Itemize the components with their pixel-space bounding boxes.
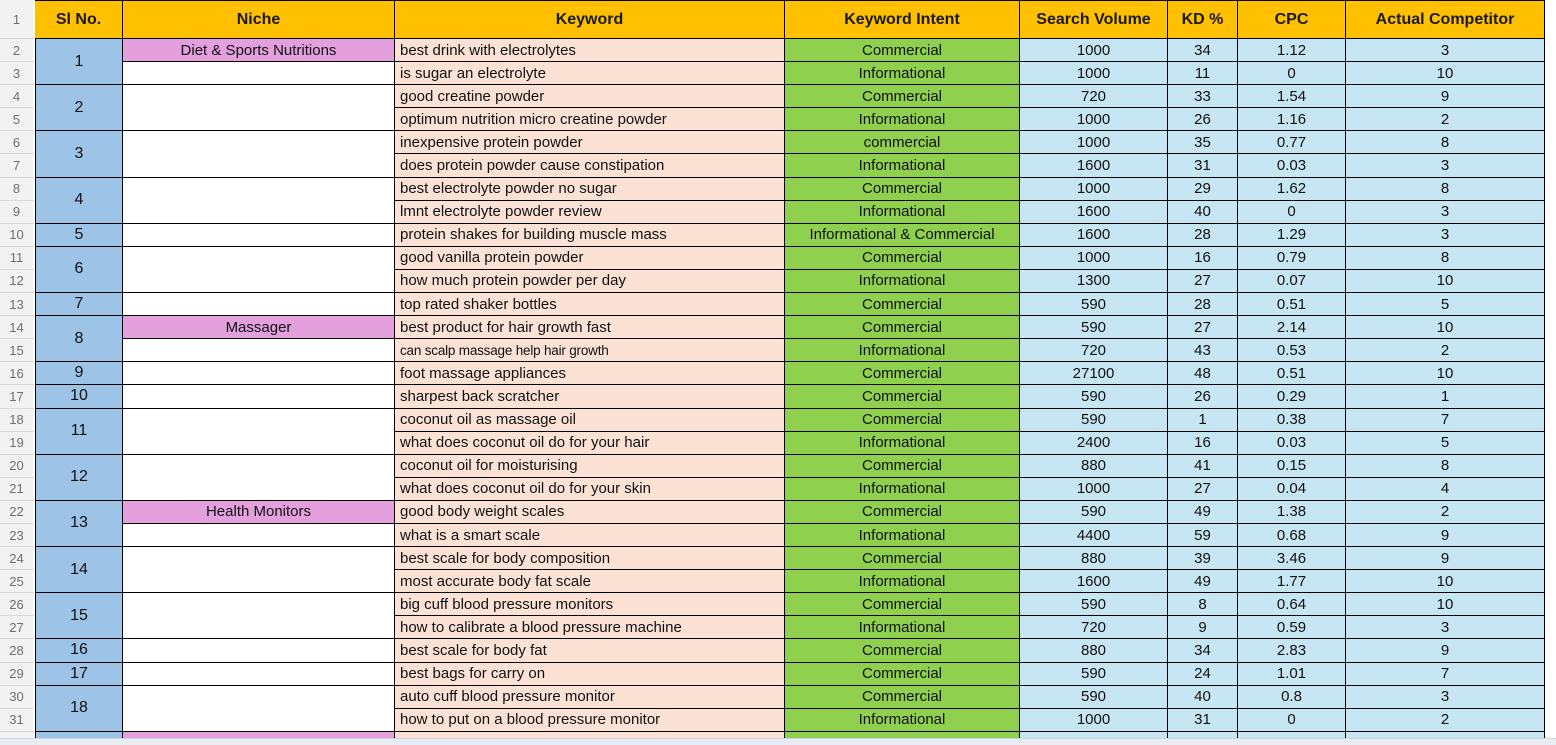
keyword-cell[interactable]: best scale for body fat	[395, 639, 785, 662]
sl-cell[interactable]: 11	[35, 409, 123, 455]
row-number[interactable]: 17	[0, 385, 35, 408]
competitor-cell[interactable]: 2	[1346, 339, 1545, 362]
cpc-cell[interactable]: 3.46	[1238, 547, 1346, 570]
competitor-cell[interactable]: 3	[1346, 154, 1545, 177]
keyword-cell[interactable]: good vanilla protein powder	[395, 247, 785, 270]
intent-cell[interactable]: Commercial	[785, 316, 1020, 339]
niche-cell[interactable]	[123, 686, 395, 732]
row-number[interactable]: 18	[0, 409, 35, 432]
competitor-cell[interactable]: 8	[1346, 455, 1545, 478]
row-number[interactable]: 5	[0, 108, 35, 131]
kd-cell[interactable]: 27	[1168, 270, 1238, 293]
sl-cell[interactable]: 18	[35, 686, 123, 732]
search-volume-cell[interactable]: 2400	[1020, 432, 1168, 455]
sl-cell[interactable]: 14	[35, 547, 123, 593]
cpc-cell[interactable]: 2.14	[1238, 316, 1346, 339]
keyword-cell[interactable]: is sugar an electrolyte	[395, 62, 785, 85]
keyword-cell[interactable]: best scale for body composition	[395, 547, 785, 570]
niche-cell[interactable]	[123, 524, 395, 547]
kd-cell[interactable]: 39	[1168, 547, 1238, 570]
kd-cell[interactable]: 26	[1168, 108, 1238, 131]
search-volume-cell[interactable]: 1000	[1020, 247, 1168, 270]
competitor-cell[interactable]: 10	[1346, 570, 1545, 593]
niche-cell[interactable]	[123, 639, 395, 662]
row-number[interactable]: 19	[0, 432, 35, 455]
search-volume-cell[interactable]: 1000	[1020, 178, 1168, 201]
search-volume-cell[interactable]: 590	[1020, 686, 1168, 709]
cpc-cell[interactable]: 0.64	[1238, 593, 1346, 616]
column-header-cpc[interactable]: CPC	[1238, 0, 1346, 39]
row-number[interactable]: 30	[0, 686, 35, 709]
search-volume-cell[interactable]: 1300	[1020, 270, 1168, 293]
kd-cell[interactable]: 16	[1168, 247, 1238, 270]
partial-row-cell	[35, 732, 123, 738]
cpc-cell[interactable]: 0.03	[1238, 432, 1346, 455]
kd-cell[interactable]: 27	[1168, 316, 1238, 339]
competitor-cell[interactable]: 10	[1346, 362, 1545, 385]
competitor-cell[interactable]: 9	[1346, 639, 1545, 662]
row-number[interactable]: 16	[0, 362, 35, 385]
cpc-cell[interactable]: 0.77	[1238, 131, 1346, 154]
kd-cell[interactable]: 26	[1168, 385, 1238, 408]
competitor-cell[interactable]: 2	[1346, 709, 1545, 732]
row-number[interactable]: 11	[0, 247, 35, 270]
competitor-cell[interactable]: 10	[1346, 270, 1545, 293]
cpc-cell[interactable]: 1.29	[1238, 224, 1346, 247]
keyword-cell[interactable]: how to put on a blood pressure monitor	[395, 709, 785, 732]
intent-cell[interactable]: Informational	[785, 339, 1020, 362]
keyword-cell[interactable]: protein shakes for building muscle mass	[395, 224, 785, 247]
competitor-cell[interactable]: 8	[1346, 178, 1545, 201]
kd-cell[interactable]: 34	[1168, 639, 1238, 662]
niche-cell[interactable]	[123, 224, 395, 247]
kd-cell[interactable]: 49	[1168, 501, 1238, 524]
kd-cell[interactable]: 41	[1168, 455, 1238, 478]
row-number[interactable]: 13	[0, 293, 35, 316]
intent-cell[interactable]: Commercial	[785, 663, 1020, 686]
search-volume-cell[interactable]: 590	[1020, 293, 1168, 316]
kd-cell[interactable]: 24	[1168, 663, 1238, 686]
cpc-cell[interactable]: 0.51	[1238, 293, 1346, 316]
keyword-cell[interactable]: big cuff blood pressure monitors	[395, 593, 785, 616]
partial-row-cell	[1346, 732, 1545, 738]
niche-cell[interactable]	[123, 593, 395, 639]
competitor-cell[interactable]: 3	[1346, 39, 1545, 62]
cpc-cell[interactable]: 0.51	[1238, 362, 1346, 385]
search-volume-cell[interactable]: 1000	[1020, 131, 1168, 154]
cpc-cell[interactable]: 0.07	[1238, 270, 1346, 293]
cpc-cell[interactable]: 0.8	[1238, 686, 1346, 709]
cpc-cell[interactable]: 1.62	[1238, 178, 1346, 201]
kd-cell[interactable]: 31	[1168, 154, 1238, 177]
column-header-kd[interactable]: KD %	[1168, 0, 1238, 39]
sl-cell[interactable]: 2	[35, 85, 123, 131]
keyword-cell[interactable]: how much protein powder per day	[395, 270, 785, 293]
kd-cell[interactable]: 16	[1168, 432, 1238, 455]
row-number[interactable]: 25	[0, 570, 35, 593]
kd-cell[interactable]: 59	[1168, 524, 1238, 547]
competitor-cell[interactable]: 10	[1346, 62, 1545, 85]
row-number[interactable]: 21	[0, 478, 35, 501]
cpc-cell[interactable]: 0.38	[1238, 409, 1346, 432]
keyword-cell[interactable]: optimum nutrition micro creatine powder	[395, 108, 785, 131]
keyword-cell[interactable]: best electrolyte powder no sugar	[395, 178, 785, 201]
competitor-cell[interactable]: 3	[1346, 224, 1545, 247]
cpc-cell[interactable]: 1.38	[1238, 501, 1346, 524]
sl-cell[interactable]: 10	[35, 385, 123, 408]
intent-cell[interactable]: Commercial	[785, 293, 1020, 316]
sl-cell[interactable]: 8	[35, 316, 123, 362]
sl-cell[interactable]: 6	[35, 247, 123, 293]
cpc-cell[interactable]: 0.68	[1238, 524, 1346, 547]
search-volume-cell[interactable]: 1600	[1020, 224, 1168, 247]
keyword-cell[interactable]: lmnt electrolyte powder review	[395, 201, 785, 224]
intent-cell[interactable]: Commercial	[785, 409, 1020, 432]
keyword-cell[interactable]: what does coconut oil do for your skin	[395, 478, 785, 501]
sl-cell[interactable]: 13	[35, 501, 123, 547]
partial-row-cell	[1168, 732, 1238, 738]
row-number[interactable]: 23	[0, 524, 35, 547]
intent-cell[interactable]: Informational	[785, 524, 1020, 547]
kd-cell[interactable]: 34	[1168, 39, 1238, 62]
intent-cell[interactable]: commercial	[785, 131, 1020, 154]
row-number[interactable]: 6	[0, 131, 35, 154]
keyword-cell[interactable]: inexpensive protein powder	[395, 131, 785, 154]
cpc-cell[interactable]: 0.15	[1238, 455, 1346, 478]
row-number[interactable]: 20	[0, 455, 35, 478]
intent-cell[interactable]: Informational	[785, 62, 1020, 85]
niche-cell[interactable]	[123, 663, 395, 686]
niche-cell[interactable]: Diet & Sports Nutritions	[123, 39, 395, 62]
search-volume-cell[interactable]: 590	[1020, 316, 1168, 339]
search-volume-cell[interactable]: 590	[1020, 663, 1168, 686]
keyword-cell[interactable]: coconut oil as massage oil	[395, 409, 785, 432]
search-volume-cell[interactable]: 1600	[1020, 154, 1168, 177]
kd-cell[interactable]: 11	[1168, 62, 1238, 85]
intent-cell[interactable]: Informational	[785, 201, 1020, 224]
search-volume-cell[interactable]: 880	[1020, 639, 1168, 662]
row-number-partial	[0, 732, 35, 738]
cpc-cell[interactable]: 0.03	[1238, 154, 1346, 177]
competitor-cell[interactable]: 3	[1346, 201, 1545, 224]
row-number[interactable]: 3	[0, 62, 35, 85]
niche-cell[interactable]	[123, 339, 395, 362]
row-number[interactable]: 31	[0, 709, 35, 732]
competitor-cell[interactable]: 5	[1346, 432, 1545, 455]
search-volume-cell[interactable]: 1000	[1020, 39, 1168, 62]
niche-cell[interactable]	[123, 62, 395, 85]
intent-cell[interactable]: Informational	[785, 616, 1020, 639]
intent-cell[interactable]: Commercial	[785, 455, 1020, 478]
kd-cell[interactable]: 43	[1168, 339, 1238, 362]
intent-cell[interactable]: Commercial	[785, 501, 1020, 524]
search-volume-cell[interactable]: 720	[1020, 616, 1168, 639]
sl-cell[interactable]: 5	[35, 224, 123, 247]
search-volume-cell[interactable]: 590	[1020, 593, 1168, 616]
competitor-cell[interactable]: 10	[1346, 593, 1545, 616]
intent-cell[interactable]: Commercial	[785, 385, 1020, 408]
partial-row-cell	[1238, 732, 1346, 738]
search-volume-cell[interactable]: 1000	[1020, 108, 1168, 131]
competitor-cell[interactable]: 9	[1346, 524, 1545, 547]
cpc-cell[interactable]: 0.79	[1238, 247, 1346, 270]
column-header-sl-no[interactable]: Sl No.	[35, 0, 123, 39]
competitor-cell[interactable]: 5	[1346, 293, 1545, 316]
cpc-cell[interactable]: 0.29	[1238, 385, 1346, 408]
kd-cell[interactable]: 49	[1168, 570, 1238, 593]
intent-cell[interactable]: Commercial	[785, 178, 1020, 201]
keyword-cell[interactable]: what is a smart scale	[395, 524, 785, 547]
partial-row-cell	[1020, 732, 1168, 738]
column-header-keyword-intent[interactable]: Keyword Intent	[785, 0, 1020, 39]
kd-cell[interactable]: 40	[1168, 201, 1238, 224]
intent-cell[interactable]: Commercial	[785, 362, 1020, 385]
search-volume-cell[interactable]: 720	[1020, 339, 1168, 362]
competitor-cell[interactable]: 4	[1346, 478, 1545, 501]
sheet-bottom-edge	[0, 738, 1556, 745]
row-number[interactable]: 14	[0, 316, 35, 339]
kd-cell[interactable]: 27	[1168, 478, 1238, 501]
search-volume-cell[interactable]: 590	[1020, 385, 1168, 408]
sl-cell[interactable]: 17	[35, 663, 123, 686]
kd-cell[interactable]: 28	[1168, 224, 1238, 247]
kd-cell[interactable]: 35	[1168, 131, 1238, 154]
niche-cell[interactable]	[123, 131, 395, 177]
cpc-cell[interactable]: 1.16	[1238, 108, 1346, 131]
row-number[interactable]: 8	[0, 178, 35, 201]
partial-row-cell	[123, 732, 395, 738]
search-volume-cell[interactable]: 1600	[1020, 201, 1168, 224]
competitor-cell[interactable]: 2	[1346, 501, 1545, 524]
cpc-cell[interactable]: 0.53	[1238, 339, 1346, 362]
sl-cell[interactable]: 3	[35, 131, 123, 177]
row-number[interactable]: 27	[0, 616, 35, 639]
cpc-cell[interactable]: 0.04	[1238, 478, 1346, 501]
search-volume-cell[interactable]: 720	[1020, 85, 1168, 108]
competitor-cell[interactable]: 3	[1346, 616, 1545, 639]
intent-cell[interactable]: Commercial	[785, 547, 1020, 570]
sl-cell[interactable]: 7	[35, 293, 123, 316]
cpc-cell[interactable]: 0	[1238, 62, 1346, 85]
kd-cell[interactable]: 40	[1168, 686, 1238, 709]
search-volume-cell[interactable]: 880	[1020, 547, 1168, 570]
sl-cell[interactable]: 16	[35, 639, 123, 662]
sl-cell[interactable]: 9	[35, 362, 123, 385]
row-number[interactable]: 10	[0, 224, 35, 247]
intent-cell[interactable]: Commercial	[785, 639, 1020, 662]
row-number[interactable]: 1	[0, 0, 35, 39]
keyword-cell[interactable]: coconut oil for moisturising	[395, 455, 785, 478]
row-number[interactable]: 4	[0, 85, 35, 108]
search-volume-cell[interactable]: 27100	[1020, 362, 1168, 385]
keyword-cell[interactable]: foot massage appliances	[395, 362, 785, 385]
search-volume-cell[interactable]: 1000	[1020, 62, 1168, 85]
sl-cell[interactable]: 15	[35, 593, 123, 639]
niche-cell[interactable]: Massager	[123, 316, 395, 339]
cpc-cell[interactable]: 0	[1238, 201, 1346, 224]
keyword-cell[interactable]: does protein powder cause constipation	[395, 154, 785, 177]
cpc-cell[interactable]: 1.77	[1238, 570, 1346, 593]
partial-row-cell	[395, 732, 785, 738]
intent-cell[interactable]: Commercial	[785, 39, 1020, 62]
competitor-cell[interactable]: 3	[1346, 686, 1545, 709]
row-number[interactable]: 26	[0, 593, 35, 616]
kd-cell[interactable]: 28	[1168, 293, 1238, 316]
cpc-cell[interactable]: 1.12	[1238, 39, 1346, 62]
keyword-cell[interactable]: can scalp massage help hair growth	[395, 339, 785, 362]
row-number[interactable]: 24	[0, 547, 35, 570]
kd-cell[interactable]: 9	[1168, 616, 1238, 639]
competitor-cell[interactable]: 7	[1346, 409, 1545, 432]
row-number[interactable]: 22	[0, 501, 35, 524]
keyword-cell[interactable]: best drink with electrolytes	[395, 39, 785, 62]
sl-cell[interactable]: 1	[35, 39, 123, 85]
partial-row-cell	[785, 732, 1020, 738]
kd-cell[interactable]: 48	[1168, 362, 1238, 385]
keyword-cell[interactable]: good body weight scales	[395, 501, 785, 524]
keyword-cell[interactable]: best bags for carry on	[395, 663, 785, 686]
intent-cell[interactable]: Informational	[785, 478, 1020, 501]
niche-cell[interactable]	[123, 385, 395, 408]
row-number[interactable]: 7	[0, 154, 35, 177]
competitor-cell[interactable]: 10	[1346, 316, 1545, 339]
niche-cell[interactable]	[123, 293, 395, 316]
niche-cell[interactable]	[123, 247, 395, 293]
keyword-cell[interactable]: most accurate body fat scale	[395, 570, 785, 593]
competitor-cell[interactable]: 2	[1346, 108, 1545, 131]
row-number[interactable]: 28	[0, 639, 35, 662]
intent-cell[interactable]: Informational	[785, 108, 1020, 131]
search-volume-cell[interactable]: 880	[1020, 455, 1168, 478]
search-volume-cell[interactable]: 4400	[1020, 524, 1168, 547]
kd-cell[interactable]: 29	[1168, 178, 1238, 201]
intent-cell[interactable]: Informational	[785, 709, 1020, 732]
cpc-cell[interactable]: 1.01	[1238, 663, 1346, 686]
keyword-cell[interactable]: sharpest back scratcher	[395, 385, 785, 408]
column-header-actual-competitor[interactable]: Actual Competitor	[1346, 0, 1545, 39]
kd-cell[interactable]: 8	[1168, 593, 1238, 616]
row-number[interactable]: 2	[0, 39, 35, 62]
search-volume-cell[interactable]: 590	[1020, 409, 1168, 432]
column-header-keyword[interactable]: Keyword	[395, 0, 785, 39]
keyword-cell[interactable]: how to calibrate a blood pressure machine	[395, 616, 785, 639]
keyword-cell[interactable]: what does coconut oil do for your hair	[395, 432, 785, 455]
niche-cell[interactable]	[123, 547, 395, 593]
search-volume-cell[interactable]: 1600	[1020, 570, 1168, 593]
search-volume-cell[interactable]: 1000	[1020, 478, 1168, 501]
kd-cell[interactable]: 31	[1168, 709, 1238, 732]
keyword-cell[interactable]: top rated shaker bottles	[395, 293, 785, 316]
row-number[interactable]: 29	[0, 663, 35, 686]
search-volume-cell[interactable]: 1000	[1020, 709, 1168, 732]
competitor-cell[interactable]: 9	[1346, 85, 1545, 108]
intent-cell[interactable]: Commercial	[785, 247, 1020, 270]
competitor-cell[interactable]: 7	[1346, 663, 1545, 686]
cpc-cell[interactable]: 0	[1238, 709, 1346, 732]
intent-cell[interactable]: Informational	[785, 432, 1020, 455]
row-number[interactable]: 9	[0, 201, 35, 224]
niche-cell[interactable]	[123, 85, 395, 131]
intent-cell[interactable]: Informational & Commercial	[785, 224, 1020, 247]
competitor-cell[interactable]: 9	[1346, 547, 1545, 570]
intent-cell[interactable]: Informational	[785, 270, 1020, 293]
sl-cell[interactable]: 12	[35, 455, 123, 501]
keyword-cell[interactable]: good creatine powder	[395, 85, 785, 108]
cpc-cell[interactable]: 0.59	[1238, 616, 1346, 639]
column-header-niche[interactable]: Niche	[123, 0, 395, 39]
sl-cell[interactable]: 4	[35, 178, 123, 224]
keyword-cell[interactable]: best product for hair growth fast	[395, 316, 785, 339]
intent-cell[interactable]: Commercial	[785, 85, 1020, 108]
intent-cell[interactable]: Commercial	[785, 593, 1020, 616]
niche-cell[interactable]	[123, 362, 395, 385]
competitor-cell[interactable]: 1	[1346, 385, 1545, 408]
search-volume-cell[interactable]: 590	[1020, 501, 1168, 524]
niche-cell[interactable]	[123, 455, 395, 501]
niche-cell[interactable]	[123, 409, 395, 455]
cpc-cell[interactable]: 2.83	[1238, 639, 1346, 662]
niche-cell[interactable]: Health Monitors	[123, 501, 395, 524]
niche-cell[interactable]	[123, 178, 395, 224]
kd-cell[interactable]: 1	[1168, 409, 1238, 432]
competitor-cell[interactable]: 8	[1346, 247, 1545, 270]
competitor-cell[interactable]: 8	[1346, 131, 1545, 154]
intent-cell[interactable]: Informational	[785, 154, 1020, 177]
column-header-search-volume[interactable]: Search Volume	[1020, 0, 1168, 39]
cpc-cell[interactable]: 1.54	[1238, 85, 1346, 108]
keyword-cell[interactable]: auto cuff blood pressure monitor	[395, 686, 785, 709]
intent-cell[interactable]: Commercial	[785, 686, 1020, 709]
row-number[interactable]: 12	[0, 270, 35, 293]
intent-cell[interactable]: Informational	[785, 570, 1020, 593]
kd-cell[interactable]: 33	[1168, 85, 1238, 108]
row-number[interactable]: 15	[0, 339, 35, 362]
